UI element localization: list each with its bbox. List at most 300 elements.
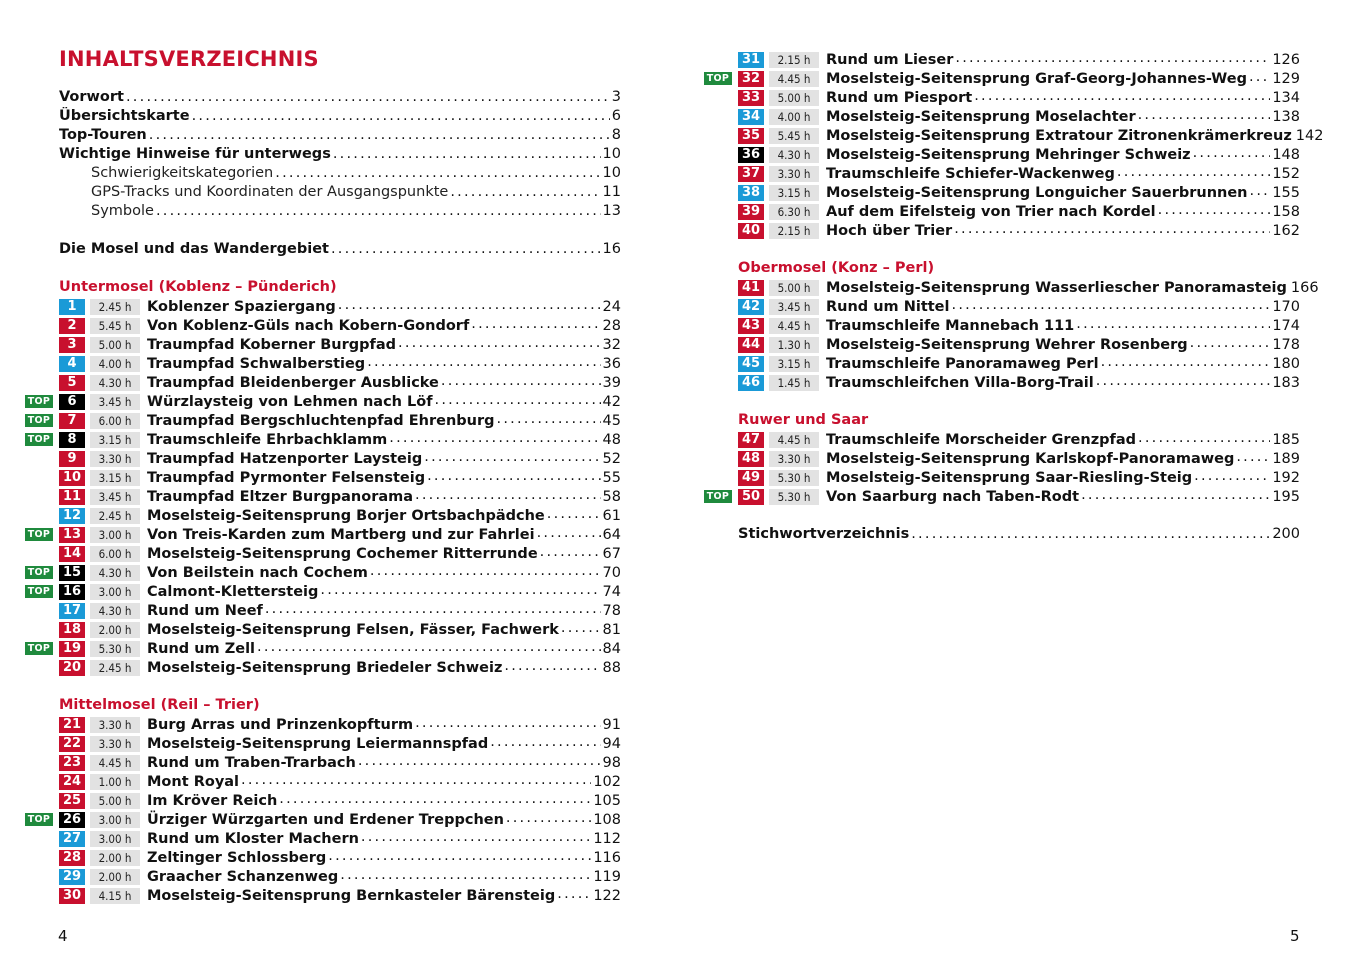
tour-page: 88: [602, 659, 621, 676]
tour-name: Traumpfad Koberner Burgpfad: [147, 336, 396, 353]
toc-entry[interactable]: [59, 145, 621, 164]
tour-duration: 3.00 h: [90, 831, 140, 847]
tour-entry[interactable]: [59, 715, 621, 734]
tour-duration: 4.00 h: [90, 356, 140, 372]
tour-duration: 4.45 h: [90, 755, 140, 771]
toc-entry[interactable]: [738, 525, 1300, 544]
tour-page: 81: [602, 621, 621, 638]
tour-name: Moselsteig-Seitensprung Borjer Ortsbachpädche: [147, 507, 545, 524]
tour-entry[interactable]: [59, 544, 621, 563]
tour-number: 40: [738, 223, 764, 239]
dot-leader: [537, 525, 601, 541]
tour-duration: 2.15 h: [769, 223, 819, 239]
dot-leader: [265, 601, 601, 617]
tour-page: 166: [1290, 279, 1319, 296]
dot-leader: [1158, 202, 1271, 218]
tour-page: 185: [1272, 431, 1300, 448]
tour-number: 4: [59, 356, 85, 372]
tour-entry[interactable]: [738, 354, 1300, 373]
tour-entry[interactable]: [59, 601, 621, 620]
tour-name: Traumpfad Hatzenporter Laysteig: [147, 450, 423, 467]
tour-name: Graacher Schanzenweg: [147, 868, 339, 885]
toc-entry-title: Die Mosel und das Wandergebiet: [59, 241, 329, 257]
tour-entry[interactable]: [59, 658, 621, 677]
toc-entry-title: Stichwortverzeichnis: [738, 526, 910, 542]
tour-number: 7: [59, 413, 85, 429]
tour-name: Traumschleife Mannebach 111: [826, 317, 1075, 334]
tour-entry[interactable]: [59, 867, 621, 886]
tour-number: 3: [59, 337, 85, 353]
tour-duration: 3.30 h: [90, 717, 140, 733]
tour-duration: 3.15 h: [769, 185, 819, 201]
tour-duration: 6.00 h: [90, 546, 140, 562]
tour-entry[interactable]: [27, 582, 621, 601]
tour-duration: 6.00 h: [90, 413, 140, 429]
top-tour-badge: TOP: [25, 813, 53, 826]
tour-page: 36: [602, 355, 621, 372]
dot-leader: [389, 430, 600, 446]
tour-number: 44: [738, 337, 764, 353]
tour-duration: 5.00 h: [769, 280, 819, 296]
tour-name: Von Beilstein nach Cochem: [147, 564, 368, 581]
dot-leader: [1138, 430, 1270, 446]
tour-entry[interactable]: [27, 392, 621, 411]
tour-entry[interactable]: [59, 848, 621, 867]
tour-entry[interactable]: [59, 316, 621, 335]
dot-leader: [1138, 107, 1271, 123]
tour-duration: 5.45 h: [769, 128, 819, 144]
tour-duration: 3.45 h: [90, 489, 140, 505]
tour-entry[interactable]: [59, 506, 621, 525]
tour-page: 174: [1272, 317, 1300, 334]
tour-duration: 2.00 h: [90, 850, 140, 866]
dot-leader: [1194, 468, 1270, 484]
tour-page: 70: [602, 564, 621, 581]
tour-number: 43: [738, 318, 764, 334]
tour-number: 21: [59, 717, 85, 733]
toc-entry-title: Vorwort: [59, 89, 124, 105]
tour-entry[interactable]: [738, 88, 1300, 107]
tour-page: 98: [602, 754, 621, 771]
tour-name: Mont Royal: [147, 773, 240, 790]
tour-entry[interactable]: [738, 164, 1300, 183]
dot-leader: [1076, 316, 1270, 332]
tour-entry[interactable]: [738, 107, 1300, 126]
dot-leader: [471, 316, 600, 332]
dot-leader: [435, 392, 601, 408]
tour-duration: 4.30 h: [90, 603, 140, 619]
tour-page: 116: [593, 849, 621, 866]
tour-duration: 1.00 h: [90, 774, 140, 790]
dot-leader: [241, 772, 591, 788]
tour-entry[interactable]: [27, 430, 621, 449]
tour-entry[interactable]: [738, 297, 1300, 316]
dot-leader: [398, 335, 601, 351]
dot-leader: [1190, 335, 1271, 351]
tour-entry[interactable]: [738, 278, 1319, 297]
tour-number: 41: [738, 280, 764, 296]
dot-leader: [557, 886, 591, 902]
tour-duration: 5.00 h: [769, 90, 819, 106]
tour-entry[interactable]: [738, 373, 1300, 392]
tour-entry[interactable]: [59, 753, 621, 772]
tour-number: 28: [59, 850, 85, 866]
tour-page: 45: [602, 412, 621, 429]
tour-number: 18: [59, 622, 85, 638]
tour-duration: 5.30 h: [769, 470, 819, 486]
toc-title: INHALTSVERZEICHNIS: [59, 47, 319, 71]
tour-duration: 3.15 h: [90, 432, 140, 448]
tour-number: 50: [738, 489, 764, 505]
section-heading: Mittelmosel (Reil – Trier): [59, 697, 260, 713]
tour-entry[interactable]: [738, 202, 1300, 221]
tour-number: 42: [738, 299, 764, 315]
tour-page: 55: [602, 469, 621, 486]
tour-duration: 5.00 h: [90, 337, 140, 353]
toc-entry-title: Übersichtskarte: [59, 108, 190, 124]
tour-name: Ürziger Würzgarten und Erdener Treppchen: [147, 811, 504, 828]
tour-page: 189: [1272, 450, 1300, 467]
tour-page: 138: [1272, 108, 1300, 125]
dot-leader: [257, 639, 601, 655]
tour-duration: 3.00 h: [90, 812, 140, 828]
toc-entry[interactable]: [59, 164, 621, 183]
toc-entry[interactable]: [59, 126, 621, 145]
tour-entry[interactable]: [738, 50, 1300, 69]
tour-entry[interactable]: [59, 886, 621, 905]
tour-entry[interactable]: [59, 297, 621, 316]
dot-leader: [192, 107, 610, 126]
toc-entry-page: 10: [602, 146, 621, 162]
dot-leader: [954, 221, 1270, 237]
dot-leader: [367, 354, 600, 370]
tour-number: 9: [59, 451, 85, 467]
dot-leader: [547, 506, 601, 522]
tour-number: 1: [59, 299, 85, 315]
dot-leader: [361, 829, 591, 845]
tour-entry[interactable]: [59, 335, 621, 354]
tour-page: 129: [1272, 70, 1300, 87]
tour-number: 10: [59, 470, 85, 486]
dot-leader: [338, 297, 601, 313]
tour-page: 84: [602, 640, 621, 657]
dot-leader: [320, 582, 600, 598]
top-tour-badge: TOP: [704, 490, 732, 503]
tour-duration: 2.00 h: [90, 622, 140, 638]
tour-duration: 3.45 h: [90, 394, 140, 410]
tour-number: 11: [59, 489, 85, 505]
tour-number: 31: [738, 52, 764, 68]
tour-entry[interactable]: [706, 487, 1300, 506]
dot-leader: [340, 867, 591, 883]
tour-name: Traumschleife Panoramaweg Perl: [826, 355, 1099, 372]
dot-leader: [275, 164, 600, 183]
tour-page: 112: [593, 830, 621, 847]
top-tour-badge: TOP: [25, 395, 53, 408]
tour-page: 195: [1272, 488, 1300, 505]
tour-entry[interactable]: [59, 772, 621, 791]
tour-name: Traumpfad Eltzer Burgpanorama: [147, 488, 414, 505]
tour-number: 22: [59, 736, 85, 752]
dot-leader: [1117, 164, 1270, 180]
dot-leader: [279, 791, 591, 807]
tour-page: 42: [602, 393, 621, 410]
toc-entry-title: Schwierigkeitskategorien: [91, 165, 274, 181]
tour-entry[interactable]: [27, 639, 621, 658]
tour-duration: 4.45 h: [769, 432, 819, 448]
tour-page: 64: [602, 526, 621, 543]
spacer: [59, 677, 621, 696]
tour-number: 6: [59, 394, 85, 410]
tour-name: Traumpfad Bleidenberger Ausblicke: [147, 374, 439, 391]
spacer: [59, 221, 621, 240]
toc-entry[interactable]: [59, 107, 621, 126]
tour-number: 39: [738, 204, 764, 220]
tour-number: 27: [59, 831, 85, 847]
tour-name: Moselsteig-Seitensprung Leiermannspfad: [147, 735, 489, 752]
tour-name: Moselsteig-Seitensprung Graf-Georg-Johannes-Weg: [826, 70, 1247, 87]
tour-duration: 3.00 h: [90, 527, 140, 543]
dot-leader: [427, 468, 600, 484]
tour-number: 34: [738, 109, 764, 125]
toc-entry[interactable]: [59, 88, 621, 107]
top-tour-badge: TOP: [25, 585, 53, 598]
dot-leader: [974, 88, 1270, 104]
toc-column-right: [706, 50, 1324, 544]
tour-duration: 4.15 h: [90, 888, 140, 904]
toc-entry-page: 13: [602, 203, 621, 219]
tour-name: Rund um Piesport: [826, 89, 973, 106]
tour-page: 183: [1272, 374, 1300, 391]
dot-leader: [1193, 145, 1271, 161]
tour-duration: 2.15 h: [769, 52, 819, 68]
tour-page: 180: [1272, 355, 1300, 372]
tour-name: Moselsteig-Seitensprung Wasserliescher Panoramasteig: [826, 279, 1287, 296]
tour-entry[interactable]: [706, 69, 1300, 88]
tour-page: 148: [1272, 146, 1300, 163]
tour-page: 78: [602, 602, 621, 619]
tour-number: 8: [59, 432, 85, 448]
tour-page: 74: [602, 583, 621, 600]
tour-page: 48: [602, 431, 621, 448]
page-number-left: 4: [58, 927, 68, 945]
tour-entry[interactable]: [738, 183, 1300, 202]
tour-name: Moselsteig-Seitensprung Cochemer Ritterrunde: [147, 545, 538, 562]
toc-entry-page: 16: [602, 241, 621, 257]
tour-entry[interactable]: [59, 373, 621, 392]
tour-duration: 4.45 h: [769, 71, 819, 87]
dot-leader: [126, 88, 610, 107]
tour-duration: 1.30 h: [769, 337, 819, 353]
tour-entry[interactable]: [738, 316, 1300, 335]
tour-name: Hoch über Trier: [826, 222, 953, 239]
dot-leader: [506, 810, 591, 826]
tour-number: 13: [59, 527, 85, 543]
tour-name: Würzlaysteig von Lehmen nach Löf: [147, 393, 433, 410]
dot-leader: [415, 487, 601, 503]
tour-number: 33: [738, 90, 764, 106]
tour-name: Moselsteig-Seitensprung Bernkasteler Bärensteig: [147, 887, 556, 904]
dot-leader: [504, 658, 600, 674]
dot-leader: [911, 525, 1270, 544]
tour-entry[interactable]: [59, 734, 621, 753]
tour-entry[interactable]: [27, 563, 621, 582]
tour-name: Moselsteig-Seitensprung Wehrer Rosenberg: [826, 336, 1188, 353]
tour-page: 24: [602, 298, 621, 315]
dot-leader: [424, 449, 600, 465]
tour-name: Moselsteig-Seitensprung Mehringer Schweiz: [826, 146, 1191, 163]
tour-duration: 3.30 h: [769, 166, 819, 182]
spacer: [738, 506, 1300, 525]
tour-duration: 2.45 h: [90, 299, 140, 315]
tour-number: 23: [59, 755, 85, 771]
tour-number: 19: [59, 641, 85, 657]
toc-entry-page: 6: [611, 108, 621, 124]
top-tour-badge: TOP: [25, 642, 53, 655]
section-heading: Untermosel (Koblenz – Pünderich): [59, 279, 337, 295]
tour-entry[interactable]: [738, 126, 1324, 145]
tour-duration: 5.00 h: [90, 793, 140, 809]
toc-entry-title: Top-Touren: [59, 127, 147, 143]
tour-entry[interactable]: [59, 449, 621, 468]
tour-duration: 3.30 h: [90, 736, 140, 752]
tour-duration: 2.45 h: [90, 508, 140, 524]
dot-leader: [1081, 487, 1270, 503]
tour-number: 17: [59, 603, 85, 619]
tour-number: 24: [59, 774, 85, 790]
tour-entry[interactable]: [59, 829, 621, 848]
dot-leader: [450, 183, 600, 202]
toc-entry-page: 8: [611, 127, 621, 143]
tour-number: 46: [738, 375, 764, 391]
tour-page: 155: [1272, 184, 1300, 201]
tour-name: Traumschleife Morscheider Grenzpfad: [826, 431, 1136, 448]
tour-page: 102: [593, 773, 621, 790]
tour-entry[interactable]: [59, 354, 621, 373]
tour-duration: 3.15 h: [90, 470, 140, 486]
tour-name: Von Koblenz-Güls nach Kobern-Gondorf: [147, 317, 470, 334]
tour-number: 26: [59, 812, 85, 828]
tour-number: 36: [738, 147, 764, 163]
tour-entry[interactable]: [27, 525, 621, 544]
tour-duration: 6.30 h: [769, 204, 819, 220]
spacer: [738, 240, 1300, 259]
tour-entry[interactable]: [738, 145, 1300, 164]
tour-number: 35: [738, 128, 764, 144]
tour-entry[interactable]: [27, 810, 621, 829]
tour-number: 16: [59, 584, 85, 600]
tour-page: 94: [602, 735, 621, 752]
tour-page: 170: [1272, 298, 1300, 315]
tour-name: Traumschleife Ehrbachklamm: [147, 431, 388, 448]
tour-page: 67: [602, 545, 621, 562]
tour-entry[interactable]: [738, 468, 1300, 487]
dot-leader: [358, 753, 601, 769]
top-tour-badge: TOP: [25, 528, 53, 541]
tour-entry[interactable]: [59, 487, 621, 506]
tour-entry[interactable]: [738, 335, 1300, 354]
tour-number: 49: [738, 470, 764, 486]
tour-entry[interactable]: [59, 468, 621, 487]
dot-leader: [1250, 183, 1271, 199]
tour-number: 45: [738, 356, 764, 372]
dot-leader: [1101, 354, 1271, 370]
tour-name: Auf dem Eifelsteig von Trier nach Kordel: [826, 203, 1156, 220]
tour-duration: 1.45 h: [769, 375, 819, 391]
top-tour-badge: TOP: [704, 72, 732, 85]
section-heading: Obermosel (Konz – Perl): [738, 260, 935, 276]
toc-entry[interactable]: [59, 183, 621, 202]
tour-number: 5: [59, 375, 85, 391]
tour-duration: 3.30 h: [90, 451, 140, 467]
top-tour-badge: TOP: [25, 566, 53, 579]
tour-number: 32: [738, 71, 764, 87]
tour-page: 126: [1272, 51, 1300, 68]
tour-page: 58: [602, 488, 621, 505]
tour-entry[interactable]: [738, 430, 1300, 449]
tour-entry[interactable]: [738, 449, 1300, 468]
toc-entry[interactable]: [59, 202, 621, 221]
tour-duration: 5.30 h: [90, 641, 140, 657]
tour-number: 12: [59, 508, 85, 524]
tour-number: 14: [59, 546, 85, 562]
toc-entry-title: GPS-Tracks und Koordinaten der Ausgangspunkte: [91, 184, 449, 200]
tour-duration: 4.30 h: [90, 565, 140, 581]
tour-name: Burg Arras und Prinzenkopfturm: [147, 716, 414, 733]
tour-name: Moselsteig-Seitensprung Saar-Riesling-Steig: [826, 469, 1193, 486]
tour-page: 61: [602, 507, 621, 524]
top-tour-badge: TOP: [25, 414, 53, 427]
tour-name: Im Kröver Reich: [147, 792, 278, 809]
tour-name: Moselsteig-Seitensprung Extratour Zitronenkrämerkreuz: [826, 127, 1292, 144]
tour-page: 178: [1272, 336, 1300, 353]
tour-page: 134: [1272, 89, 1300, 106]
spacer: [59, 259, 621, 278]
tour-name: Rund um Neef: [147, 602, 263, 619]
tour-page: 108: [593, 811, 621, 828]
tour-number: 29: [59, 869, 85, 885]
tour-page: 122: [593, 887, 621, 904]
top-tour-badge: TOP: [25, 433, 53, 446]
tour-entry[interactable]: [27, 411, 621, 430]
section-heading: Ruwer und Saar: [738, 412, 869, 428]
toc-entry-page: 200: [1272, 526, 1300, 542]
dot-leader: [328, 848, 591, 864]
dot-leader: [415, 715, 600, 731]
toc-entry-page: 11: [602, 184, 621, 200]
tour-name: Traumschleifchen Villa-Borg-Trail: [826, 374, 1094, 391]
tour-page: 32: [602, 336, 621, 353]
tour-number: 30: [59, 888, 85, 904]
dot-leader: [333, 145, 601, 164]
tour-duration: 2.45 h: [90, 660, 140, 676]
tour-entry[interactable]: [59, 791, 621, 810]
toc-entry-title: Symbole: [91, 203, 154, 219]
tour-page: 152: [1272, 165, 1300, 182]
tour-entry[interactable]: [59, 620, 621, 639]
tour-number: 48: [738, 451, 764, 467]
tour-number: 25: [59, 793, 85, 809]
tour-name: Traumschleife Schiefer-Wackenweg: [826, 165, 1115, 182]
tour-name: Moselsteig-Seitensprung Longuicher Sauerbrunnen: [826, 184, 1248, 201]
tour-page: 91: [602, 716, 621, 733]
toc-entry[interactable]: [59, 240, 621, 259]
tour-name: Traumpfad Schwalberstieg: [147, 355, 366, 372]
tour-entry[interactable]: [738, 221, 1300, 240]
tour-name: Calmont-Klettersteig: [147, 583, 319, 600]
tour-name: Rund um Traben-Trarbach: [147, 754, 356, 771]
right-page: [680, 0, 1359, 969]
